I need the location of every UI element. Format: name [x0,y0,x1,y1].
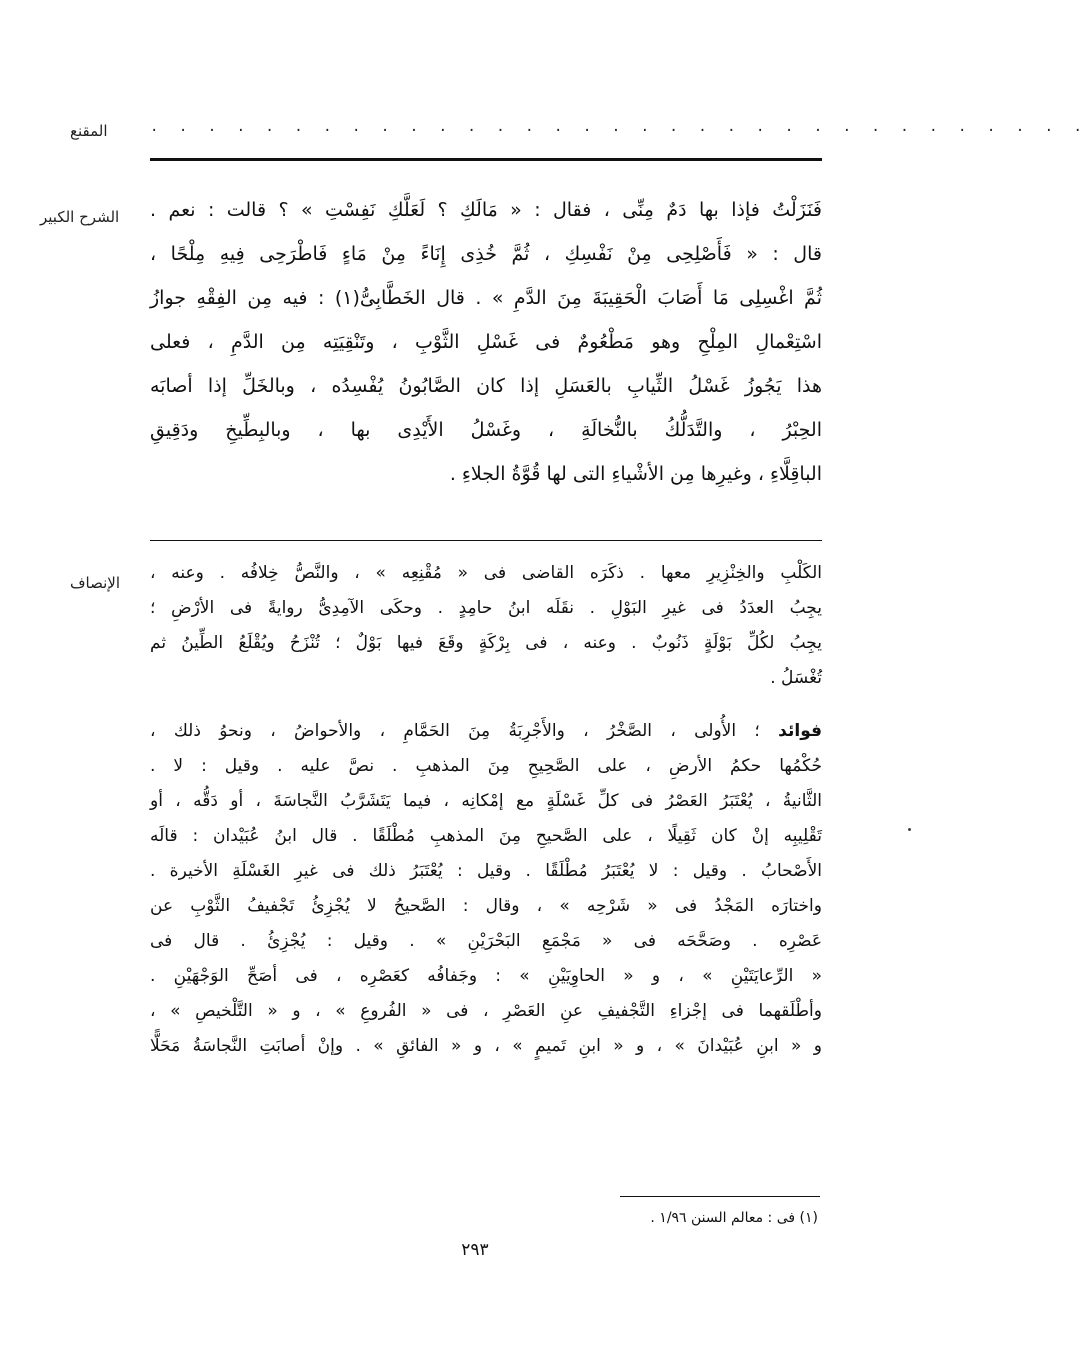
fawaid-heading: فوائد [778,721,822,741]
sharh-line: الباقِلَّاءِ ، وغيرِها مِن الأشْياءِ التى لها قُوَّةُ الجلاءِ . [449,463,822,485]
sharh-line: اسْتِعْمالِ المِلْحِ وهو مَطْعُومٌ فى غَسْلِ الثَّوْبِ ، وتَنْقِيَتِه مِن الدَّمِ ، فعلى [150,331,822,353]
insaf-section [150,556,822,1064]
insaf-line: تَقْلِيبِه إنْ كان ثَقِيلًا ، على الصَّحيحِ مِنَ المذهبِ مُطْلَقًا . قال ابنُ عُبَيْدان : قالَه [150,826,822,846]
leader-dots: . . . . . . . . . . . . . . . . . . . . . . . . . . . . . . . . . [150,119,1088,135]
sharh-line: هذا يَجُوزُ غَسْلُ الثِّيابِ بالعَسَلِ إذا كان الصَّابُونُ يُفْسِدُه ، وبالخَلِّ إذا أصابَه [150,375,822,397]
section-divider [150,540,822,541]
insaf-line: يجِبُ العدَدُ فى غيرِ البَوْلِ . نقَلَه ابنُ حامِدٍ . وحكَى الآمِدِىُّ روايةً فى الأرْضِ ؛ [150,598,822,618]
footnote-rule [620,1196,820,1197]
page-number: ٢٩٣ [461,1240,489,1260]
insaf-line: و « ابنِ عُبَيْدانَ » ، و « ابنِ تَميمٍ » ، و « الفائقِ » . وإنْ أصابَتِ النَّجاسَةُ مَحَلًّا [150,1036,822,1056]
sharh-line: قال : « فَأَصْلِحِى مِنْ نَفْسِكِ ، ثُمَّ خُذِى إِنَاءً مِنْ مَاءٍ فَاطْرَحِى فِيهِ مِلْحًا ، [150,243,822,265]
book-title: المقنع [70,122,108,140]
insaf-line: حُكْمُها حكمُ الأرضِ ، على الصَّحِيحِ مِنَ المذهبِ . نصَّ عليه . وقيل : لا . [150,756,822,776]
footnote: (١) فى : معالم السنن ١/٩٦ . [650,1210,818,1226]
margin-label-sharh: الشرح الكبير [40,208,120,226]
insaf-line: « الرِّعايَتَيْنِ » ، و « الحاوِيَيْنِ » : وجَفافُه كعَصْرِه ، فى أصَحِّ الوَجْهَيْنِ . [150,966,822,986]
insaf-line: واختارَه المَجْدُ فى « شَرْحِه » ، وقال : الصَّحيحُ لا يُجْزِئُ تَجْفيفُ الثَّوْبِ عن [150,896,822,916]
fawaid-first-line: ؛ الأُولى ، الصَّخْرُ ، والأَجْرِبَةُ مِنَ الحَمَّامِ ، والأحواضُ ، ونحوُ ذلك ، [150,721,760,741]
insaf-line: الثَّانيةُ ، يُعْتَبَرُ العَصْرُ فى كلِّ غَسْلَةٍ مع إمْكانِه ، فيما يَتَشَرَّبُ النَّجاسَةَ ، أو دَقُّه ، أو [150,791,822,811]
insaf-line: تُغْسَلُ . [770,668,822,688]
sharh-line: ثُمَّ اغْسِلِى مَا أَصَابَ الْحَقِيبَةَ مِنَ الدَّمِ » . قال الخَطَّابِىُّ(١) : فيه مِن الفِقْهِ جوازُ [150,287,822,309]
insaf-line: يجِبُ لكُلِّ بَوْلَةٍ ذَنُوبٌ . وعنه ، فى بِرْكَةٍ وقَعَ فيها بَوْلٌ ؛ تُنْزَحُ ويُقْلَعُ الطِّينُ ثم [150,633,822,653]
sharh-section [150,188,822,496]
insaf-line: الأَصْحابُ . وقيل : لا يُعْتَبَرُ مُطْلَقًا . وقيل : يُعْتَبَرُ ذلك فى غيرِ الغَسْلَةِ الأخيرة . [150,861,822,881]
insaf-line-fawaid [150,714,822,749]
scan-speck [908,828,911,831]
insaf-line: وأطْلَقهما فى إجْزاءِ التَّجْفيفِ عنِ العَصْرِ ، فى « الفُروعِ » ، و « التَّلْخيصِ » ، [150,1001,822,1021]
margin-label-insaf: الإنصاف [70,574,121,592]
sharh-line: الحِبْرُ ، والتَّدَلُّكُ بالنُّخالَةِ ، وغَسْلُ الأَيْدِى بها ، وبالبِطِّيخِ ودَقِيقِ [150,419,822,441]
insaf-line: عَصْرِه . وصَحَّحَه فى « مَجْمَعِ البَحْرَيْنِ » . وقيل : يُجْزِئُ . قال فى [150,931,822,951]
header-rule-thick [150,158,822,161]
insaf-line: الكَلْبِ والخِنْزِيرِ معها . ذكَرَه القاضى فى « مُقْنِعِه » ، والنَّصُّ خِلافُه . وعنه ، [150,563,822,583]
sharh-line: فَنَزَلْتُ فإذا بها دَمٌ مِنِّى ، فقال : « مَالَكِ ؟ لَعَلَّكِ نَفِسْتِ » ؟ قالت : نعم . [150,199,822,221]
